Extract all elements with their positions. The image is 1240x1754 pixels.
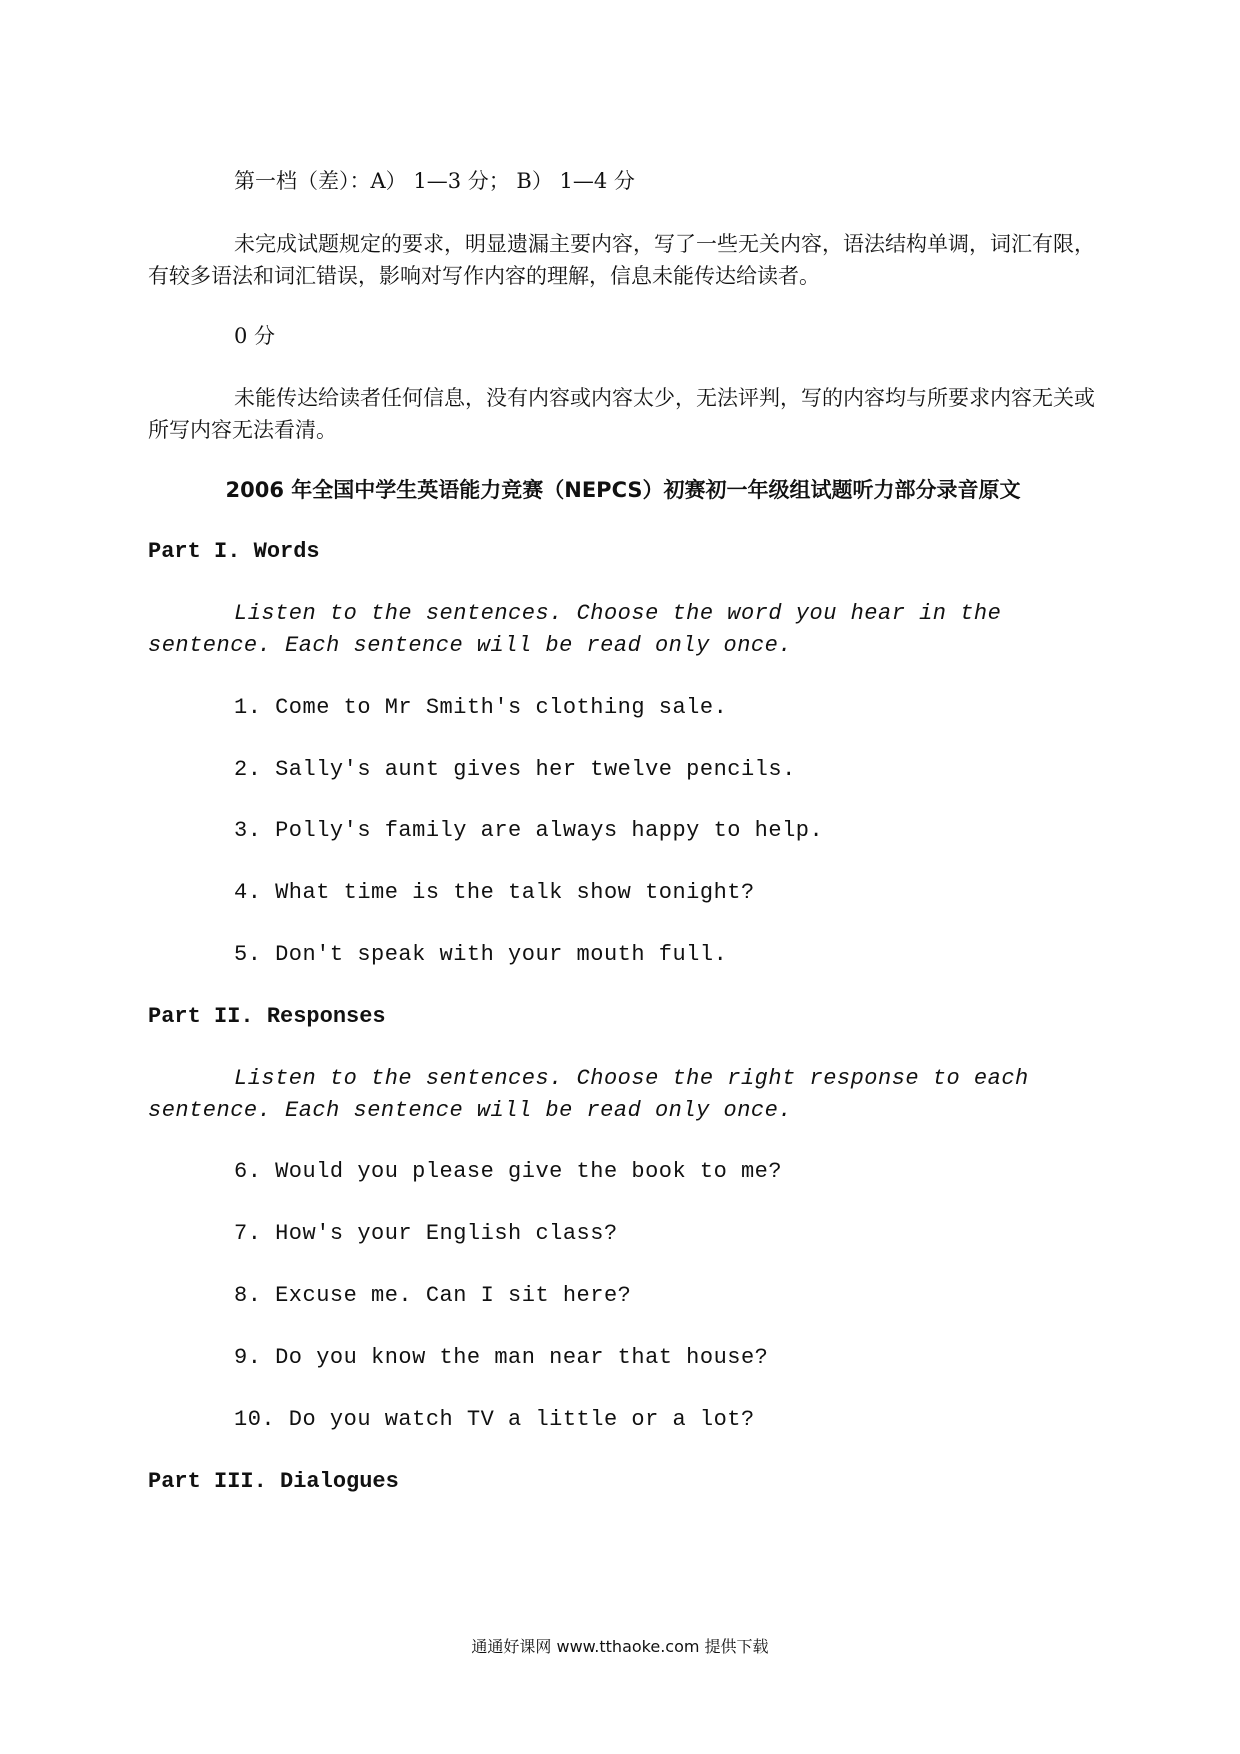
part1-item: 3. Polly's family are always happy to help. [234,818,824,843]
grading-level1-title: 第一档（差）：A） 1—3 分； B） 1—4 分 [234,169,635,193]
part3-heading: Part III. Dialogues [148,1469,399,1494]
part1-instruction: Listen to the sentences. Choose the word you hear in the sentence. Each sentence will be read only once. [148,601,1016,658]
page-footer: 通通好课网 www.tthaoke.com 提供下载 [471,1637,769,1656]
part1-item: 1. Come to Mr Smith's clothing sale. [234,695,728,720]
part2-item: 8. Excuse me. Can I sit here? [234,1283,632,1308]
part2-heading: Part II. Responses [148,1004,386,1029]
part2-item: 7. How's your English class? [234,1221,618,1246]
part1-item: 5. Don't speak with your mouth full. [234,942,728,967]
grading-level1-description: 未完成试题规定的要求，明显遗漏主要内容，写了一些无关内容，语法结构单调，词汇有限，有较多语法和词汇错误，影响对写作内容的理解，信息未能传达给读者。 [148,232,1095,288]
part1-item: 2. Sally's aunt gives her twelve pencils. [234,757,796,782]
part2-item: 9. Do you know the man near that house? [234,1345,769,1370]
part2-instruction: Listen to the sentences. Choose the right response to each sentence. Each sentence will be read only once. [148,1066,1043,1123]
part2-item: 10. Do you watch TV a little or a lot? [234,1407,755,1432]
document-title: 2006 年全国中学生英语能力竞赛（NEPCS）初赛初一年级组试题听力部分录音原文 [225,478,1021,502]
part1-heading: Part I. Words [148,539,320,564]
grading-zero-title: 0 分 [234,324,276,348]
part2-item: 6. Would you please give the book to me? [234,1159,783,1184]
grading-zero-description: 未能传达给读者任何信息，没有内容或内容太少，无法评判，写的内容均与所要求内容无关或所写内容无法看清。 [148,386,1095,442]
part1-item: 4. What time is the talk show tonight? [234,880,755,905]
